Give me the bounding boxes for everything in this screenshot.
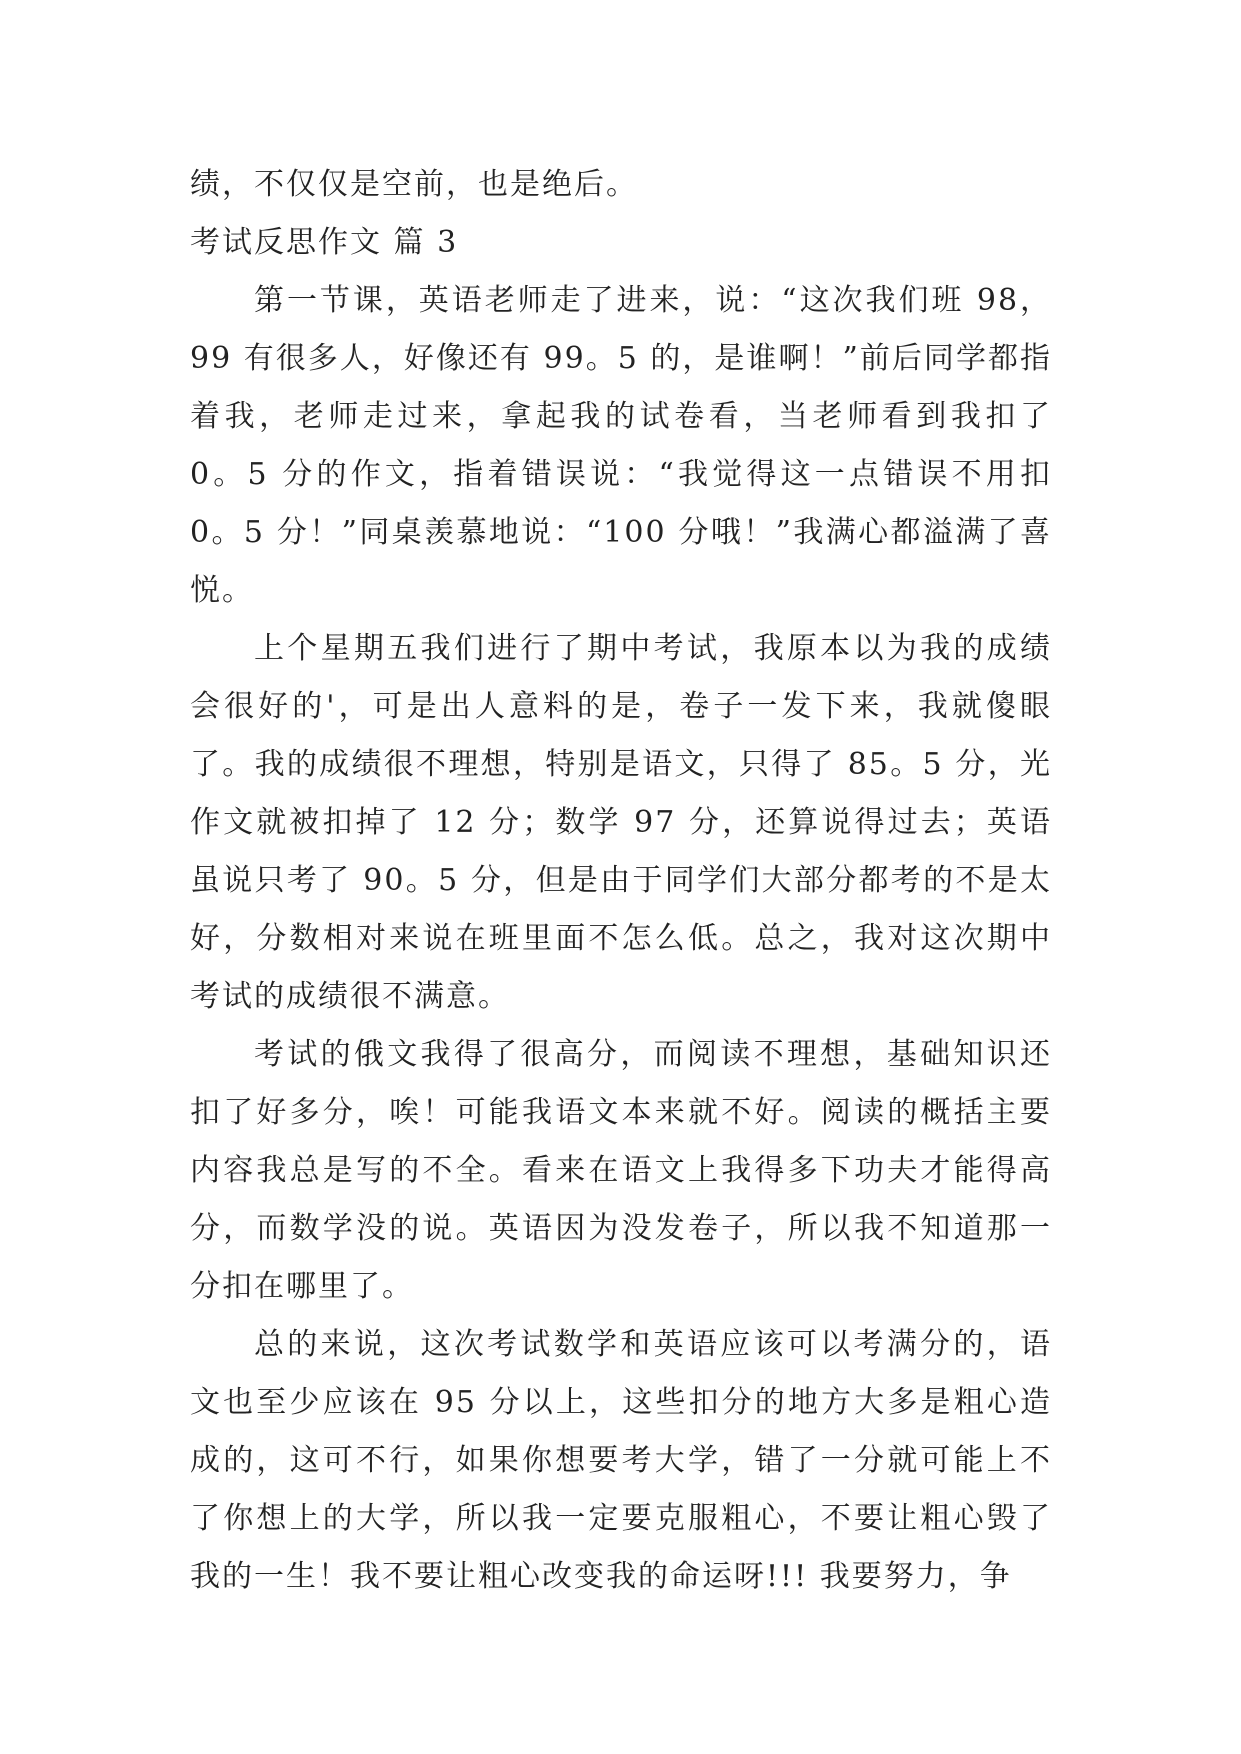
lead-fragment: 绩，不仅仅是空前，也是绝后。	[190, 167, 638, 202]
paragraph-1: 第一节课，英语老师走了进来，说：“这次我们班 98，99 有很多人，好像还有 99。5 的，是谁啊！”前后同学都指着我，老师走过来，拿起我的试卷看，当老师看到我扣了 0。5 分的作文，指着错误说：“我觉得这一点错误不用扣 0。5 分！”同桌羡慕地说：“100 分哦！”我满心都溢满了喜悦。	[190, 283, 1052, 608]
paragraph-4: 总的来说，这次考试数学和英语应该可以考满分的，语文也至少应该在 95 分以上，这些扣分的地方大多是粗心造成的，这可不行，如果你想要考大学，错了一分就可能上不了你想上的大学，所以我一定要克服粗心，不要让粗心毁了我的一生！我不要让粗心改变我的命运呀!!! 我要努力，争	[190, 1327, 1052, 1594]
document-body	[190, 156, 1052, 1606]
section-heading: 考试反思作文 篇 3	[190, 225, 459, 260]
paragraph-3: 考试的俄文我得了很高分，而阅读不理想，基础知识还扣了好多分，唉！可能我语文本来就不好。阅读的概括主要内容我总是写的不全。看来在语文上我得多下功夫才能得高分，而数学没的说。英语因为没发卷子，所以我不知道那一分扣在哪里了。	[190, 1037, 1052, 1304]
paragraph-2: 上个星期五我们进行了期中考试，我原本以为我的成绩会很好的'，可是出人意料的是，卷子一发下来，我就傻眼了。我的成绩很不理想，特别是语文，只得了 85。5 分，光作文就被扣掉了 12 分；数学 97 分，还算说得过去；英语虽说只考了 90。5 分，但是由于同学们大部分都考的不是太好，分数相对来说在班里面不怎么低。总之，我对这次期中考试的成绩很不满意。	[190, 631, 1052, 1014]
